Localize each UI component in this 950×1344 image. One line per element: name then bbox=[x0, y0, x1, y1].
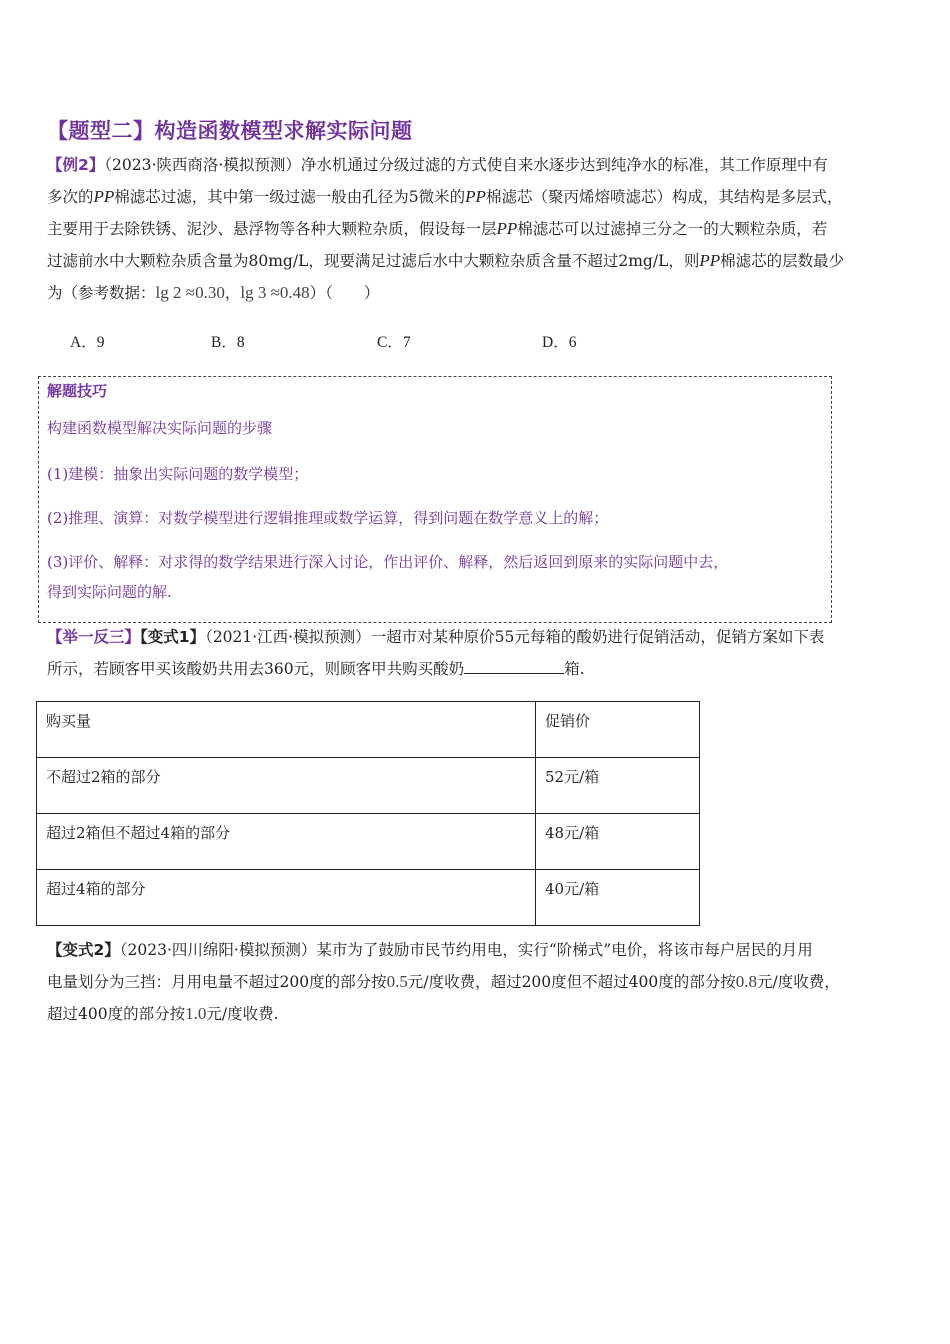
option-b[interactable]: B．8 bbox=[211, 334, 245, 351]
example-line-4: 过滤前水中大颗粒杂质含量为80mg/L，现要满足过滤后水中大颗粒杂质含量不超过2mg/L，则PP棉滤芯的层数最少 bbox=[47, 251, 845, 270]
option-c[interactable]: C．7 bbox=[377, 334, 411, 351]
table-cell: 40元/箱 bbox=[536, 870, 700, 926]
example-tag: 【例2】 bbox=[47, 156, 105, 174]
tips-step-1: (1)建模：抽象出实际问题的数学模型； bbox=[47, 465, 309, 483]
variant-2-line-2: 电量划分为三挡：月用电量不超过200度的部分按0.5元/度收费，超过200度但不超过400度的部分按0.8元/度收费， bbox=[47, 972, 840, 991]
tips-step-3b: 得到实际问题的解. bbox=[47, 583, 172, 601]
section-heading: 【题型二】构造函数模型求解实际问题 bbox=[47, 119, 413, 143]
variant-1-line-1: 【举一反三】【变式1】（2021·江西·模拟预测）一超市对某种原价55元每箱的酸奶进行促销活动，促销方案如下表 bbox=[47, 628, 825, 646]
tips-box bbox=[38, 376, 832, 623]
variant-2-label: 【变式2】 bbox=[47, 941, 120, 959]
variant-2 bbox=[47, 934, 905, 1030]
table-cell: 48元/箱 bbox=[536, 814, 700, 870]
promotion-table bbox=[36, 701, 700, 926]
answer-blank[interactable] bbox=[464, 657, 564, 674]
header-quantity: 购买量 bbox=[37, 702, 536, 758]
tips-step-3a: (3)评价、解释：对求得的数学结果进行深入讨论，作出评价、解释，然后返回到原来的实际问题中去， bbox=[47, 553, 729, 571]
example-2 bbox=[47, 149, 905, 309]
lg2-value: lg 2 ≈0.30 bbox=[155, 283, 225, 302]
variant-1 bbox=[47, 621, 905, 685]
example-line-3: 主要用于去除铁锈、泥沙、悬浮物等各种大颗粒杂质，假设每一层PP棉滤芯可以过滤掉三分之一的大颗粒杂质，若 bbox=[47, 219, 828, 238]
example-line-2: 多次的PP棉滤芯过滤，其中第一级过滤一般由孔径为5微米的PP棉滤芯（聚丙烯熔喷滤芯）构成，其结构是多层式， bbox=[47, 187, 843, 206]
option-a[interactable]: A．9 bbox=[70, 334, 105, 351]
table-cell: 52元/箱 bbox=[536, 758, 700, 814]
tips-title: 解题技巧 bbox=[47, 382, 108, 400]
table-header-row bbox=[37, 702, 700, 758]
example-line-5: 为（参考数据：lg 2 ≈0.30，lg 3 ≈0.48）（ ） bbox=[47, 283, 380, 302]
variant-1-label: 【变式1】 bbox=[140, 628, 206, 646]
lg3-value: lg 3 ≈0.48 bbox=[240, 283, 310, 302]
example-line-1: 【例2】（2023·陕西商洛·模拟预测）净水机通过分级过滤的方式使自来水逐步达到纯净水的标准，其工作原理中有 bbox=[47, 156, 828, 174]
practice-tag: 【举一反三】 bbox=[47, 628, 141, 646]
header-price: 促销价 bbox=[536, 702, 700, 758]
table-cell: 超过2箱但不超过4箱的部分 bbox=[37, 814, 536, 870]
table-cell: 不超过2箱的部分 bbox=[37, 758, 536, 814]
variant-1-line-2: 所示，若顾客甲买该酸奶共用去360元，则顾客甲共购买酸奶 箱. bbox=[47, 653, 905, 685]
variant-2-line-3: 超过400度的部分按1.0元/度收费. bbox=[47, 1004, 279, 1023]
table-row bbox=[37, 758, 700, 814]
variant-2-line-1: 【变式2】（2023·四川绵阳·模拟预测）某市为了鼓励市民节约用电，实行“阶梯式”电价，将该市每户居民的月用 bbox=[47, 941, 813, 959]
option-d[interactable]: D．6 bbox=[542, 334, 577, 351]
answer-options bbox=[0, 330, 950, 354]
table-row bbox=[37, 870, 700, 926]
tips-step-2: (2)推理、演算：对数学模型进行逻辑推理或数学运算，得到问题在数学意义上的解； bbox=[47, 509, 609, 527]
table-row bbox=[37, 814, 700, 870]
table-cell: 超过4箱的部分 bbox=[37, 870, 536, 926]
tips-subtitle: 构建函数模型解决实际问题的步骤 bbox=[47, 419, 273, 437]
